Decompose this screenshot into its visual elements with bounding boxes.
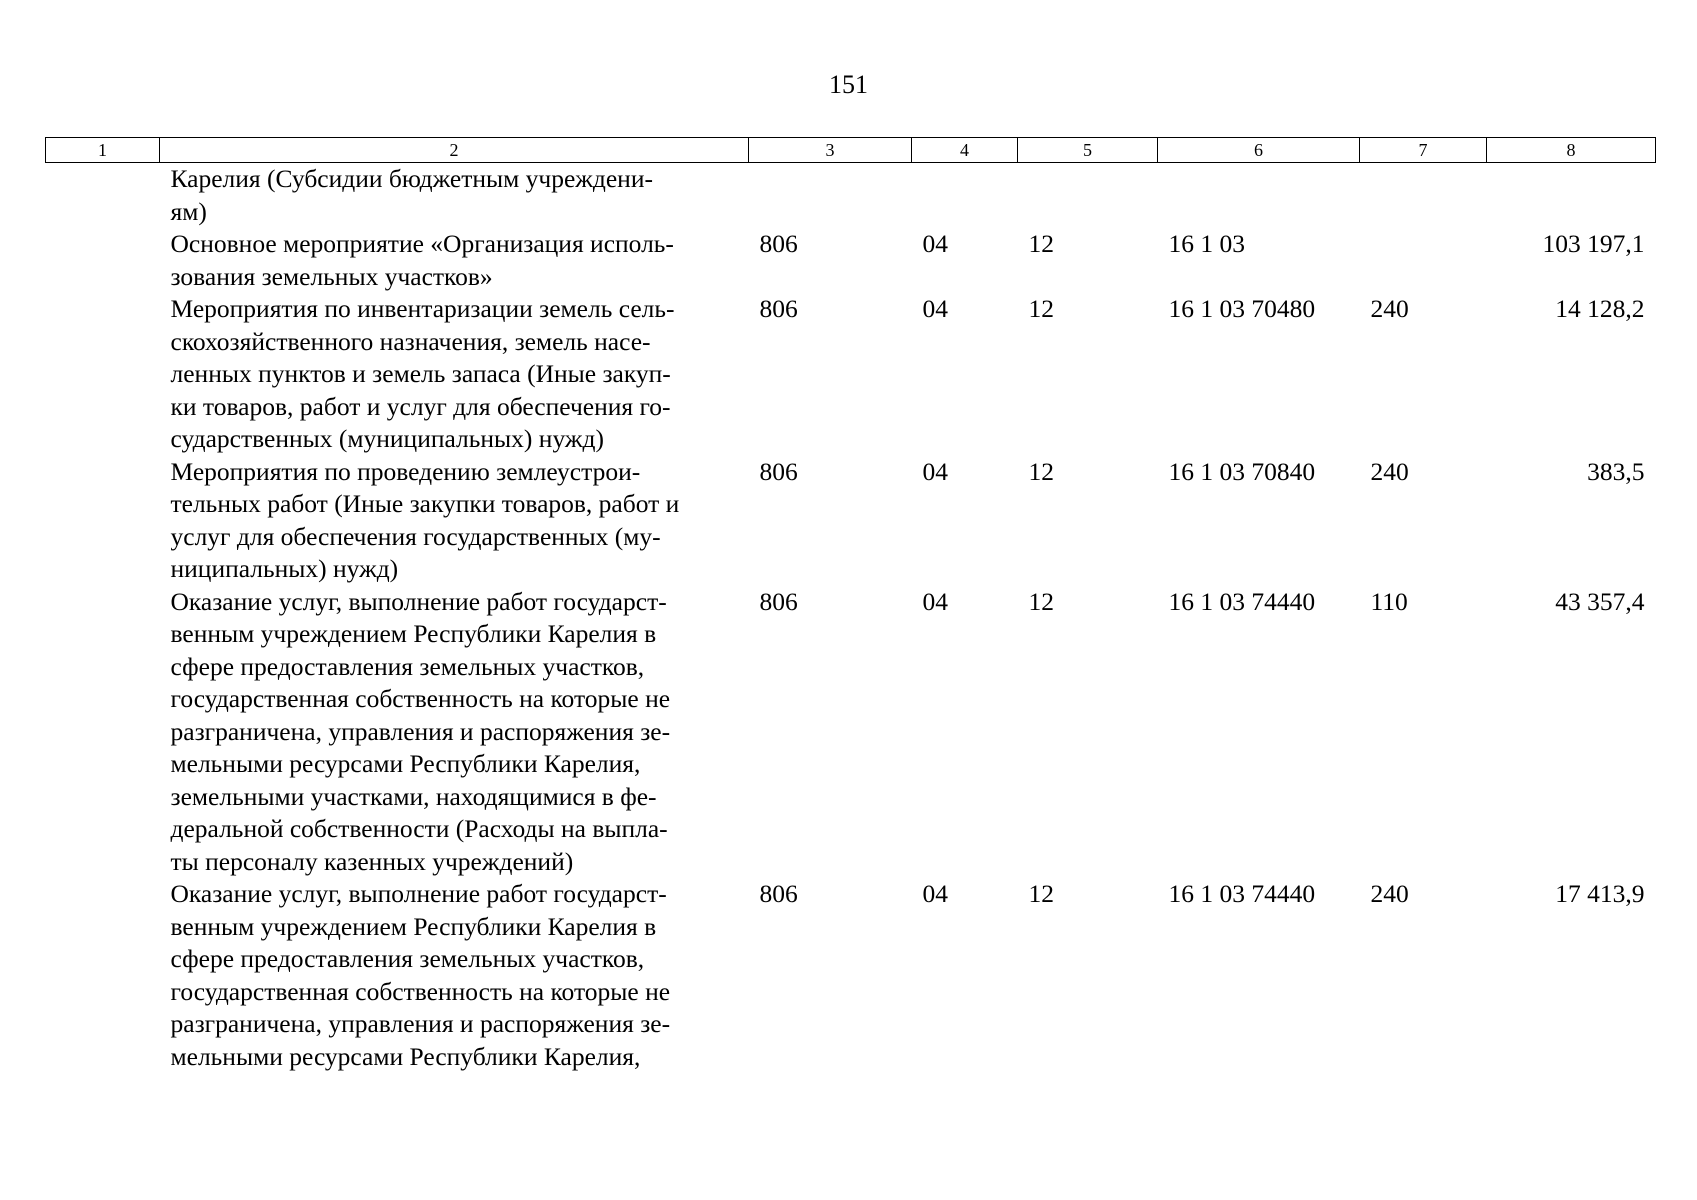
- expense-type-cell: 110: [1370, 586, 1408, 616]
- section-code-cell: 806: [759, 456, 798, 486]
- subsection-2-code-cell: [1018, 163, 1158, 229]
- item-name-line: ниципальных) нужд): [170, 554, 399, 583]
- row-number-cell: [46, 163, 160, 229]
- column-header-1: 1: [46, 138, 160, 163]
- page-number: 151: [829, 70, 868, 99]
- item-name-line: сударственных (муниципальных) нужд): [170, 424, 604, 453]
- table-row: [46, 163, 1656, 229]
- subsection-code-cell: 04: [922, 586, 948, 616]
- expense-type-cell: [1360, 228, 1487, 293]
- row-number-cell: [46, 878, 160, 1073]
- item-name-line: ки товаров, работ и услуг для обеспечения го-: [170, 391, 671, 421]
- item-name-line: Карелия (Субсидии бюджетным учреждени-: [170, 164, 653, 193]
- table-row: [46, 293, 1656, 456]
- table-row: [46, 878, 1656, 1073]
- column-header-7: 7: [1360, 138, 1487, 163]
- amount-cell: 383,5: [1587, 456, 1645, 486]
- item-name-line: деральной собственности (Расходы на выпла-: [170, 814, 668, 843]
- budget-table: [45, 137, 1656, 1073]
- item-name-cell: [160, 586, 749, 879]
- column-header-6: 6: [1158, 138, 1360, 163]
- table-header: [46, 138, 1656, 163]
- item-name-line: Основное мероприятие «Организация исполь-: [170, 229, 674, 258]
- subsection-code-cell: [912, 163, 1018, 229]
- item-name-line: разграничена, управления и распоряжения зе-: [170, 716, 671, 746]
- item-name-line: венным учреждением Республики Карелия в: [170, 619, 657, 648]
- column-header-3: 3: [749, 138, 912, 163]
- item-name-line: разграничена, управления и распоряжения зе-: [170, 1009, 671, 1038]
- column-header-8: 8: [1487, 138, 1656, 163]
- table-row: [46, 456, 1656, 586]
- row-number-cell: [46, 228, 160, 293]
- item-name-line: сфере предоставления земельных участков,: [170, 944, 645, 973]
- amount-cell: 17 413,9: [1555, 879, 1645, 908]
- subsection-2-code-cell: 12: [1028, 586, 1054, 616]
- item-name-line: ленных пунктов и земель запаса (Иные закуп-: [170, 359, 671, 388]
- table-body: [46, 163, 1656, 1074]
- subsection-code-cell: 04: [922, 294, 948, 323]
- target-article-cell: [1158, 163, 1360, 229]
- column-header-5: 5: [1018, 138, 1158, 163]
- item-name-cell: [160, 163, 749, 229]
- section-code-cell: 806: [759, 294, 798, 323]
- subsection-code-cell: 04: [922, 456, 948, 486]
- item-name-line: зования земельных участков»: [170, 261, 493, 291]
- item-name-line: Мероприятия по проведению землеустрои-: [170, 456, 641, 486]
- item-name-cell: [160, 456, 749, 586]
- amount-cell: 103 197,1: [1542, 229, 1645, 258]
- item-name-line: скохозяйственного назначения, земель насе-: [170, 326, 651, 356]
- item-name-line: Оказание услуг, выполнение работ государст-: [170, 879, 667, 908]
- subsection-2-code-cell: 12: [1028, 294, 1054, 323]
- amount-cell: [1487, 163, 1656, 229]
- target-article-cell: 16 1 03: [1168, 229, 1245, 258]
- subsection-2-code-cell: 12: [1028, 229, 1054, 258]
- subsection-code-cell: 04: [922, 229, 948, 258]
- item-name-line: услуг для обеспечения государственных (му-: [170, 521, 661, 551]
- expense-type-cell: 240: [1370, 456, 1409, 486]
- item-name-line: венным учреждением Республики Карелия в: [170, 911, 657, 941]
- table-row: [46, 228, 1656, 293]
- subsection-code-cell: 04: [922, 879, 948, 908]
- item-name-line: мельными ресурсами Республики Карелия,: [170, 1041, 641, 1071]
- subsection-2-code-cell: 12: [1028, 456, 1054, 486]
- item-name-line: Мероприятия по инвентаризации земель сель-: [170, 294, 675, 323]
- item-name-line: Оказание услуг, выполнение работ государст-: [170, 586, 667, 616]
- expense-type-cell: 240: [1370, 294, 1409, 323]
- table-row: [46, 586, 1656, 879]
- expense-type-cell: [1360, 163, 1487, 229]
- target-article-cell: 16 1 03 70480: [1168, 294, 1316, 323]
- column-header-2: 2: [160, 138, 749, 163]
- item-name-line: земельными участками, находящимися в фе-: [170, 781, 657, 811]
- column-header-4: 4: [912, 138, 1018, 163]
- item-name-line: государственная собственность на которые не: [170, 684, 671, 713]
- subsection-2-code-cell: 12: [1028, 879, 1054, 908]
- row-number-cell: [46, 293, 160, 456]
- section-code-cell: 806: [759, 879, 798, 908]
- row-number-cell: [46, 586, 160, 879]
- expense-type-cell: 240: [1370, 879, 1409, 908]
- target-article-cell: 16 1 03 74440: [1168, 586, 1316, 616]
- section-code-cell: 806: [759, 586, 798, 616]
- amount-cell: 14 128,2: [1555, 294, 1645, 323]
- item-name-line: тельных работ (Иные закупки товаров, работ и: [170, 489, 680, 518]
- item-name-line: ям): [170, 196, 207, 226]
- item-name-cell: [160, 228, 749, 293]
- amount-cell: 43 357,4: [1555, 586, 1645, 616]
- item-name-line: ты персоналу казенных учреждений): [170, 846, 574, 876]
- section-code-cell: [749, 163, 912, 229]
- item-name-cell: [160, 878, 749, 1073]
- item-name-line: мельными ресурсами Республики Карелия,: [170, 749, 641, 778]
- item-name-line: сфере предоставления земельных участков,: [170, 651, 645, 681]
- header-row: [46, 138, 1656, 163]
- section-code-cell: 806: [759, 229, 798, 258]
- item-name-cell: [160, 293, 749, 456]
- target-article-cell: 16 1 03 74440: [1168, 879, 1316, 908]
- row-number-cell: [46, 456, 160, 586]
- item-name-line: государственная собственность на которые не: [170, 976, 671, 1006]
- target-article-cell: 16 1 03 70840: [1168, 456, 1316, 486]
